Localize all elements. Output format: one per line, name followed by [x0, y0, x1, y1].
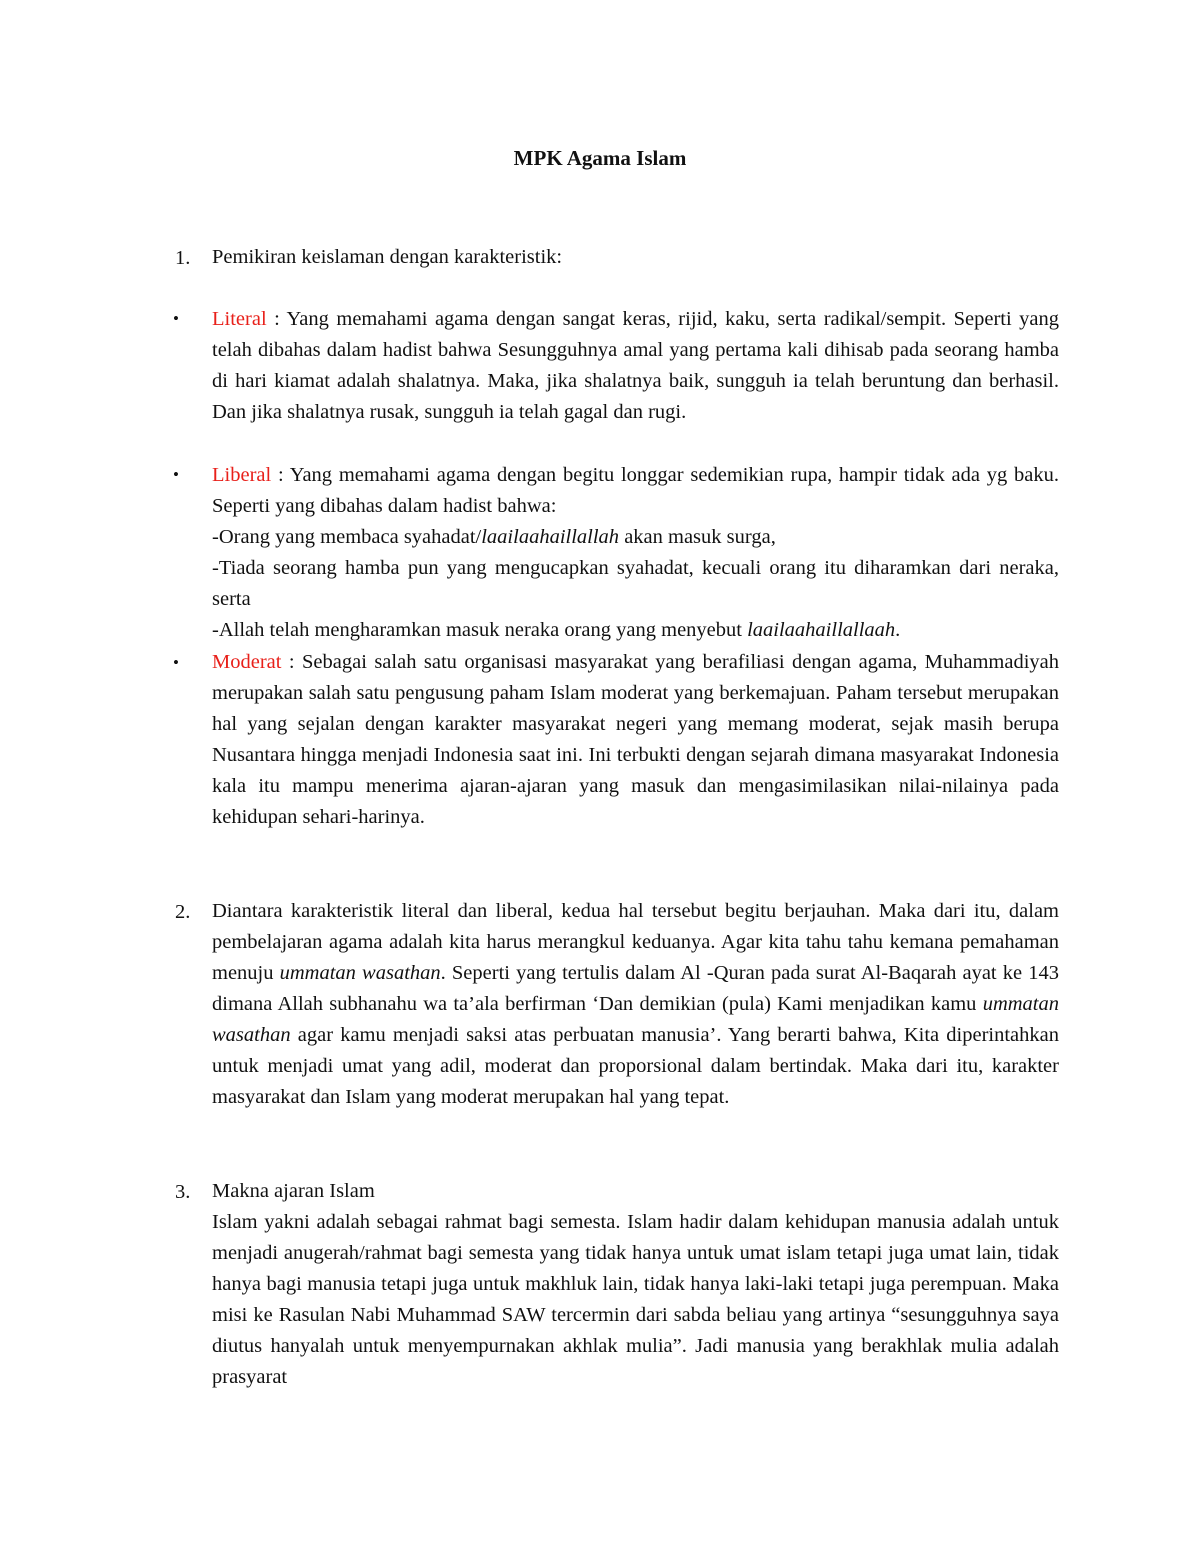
label-liberal: Liberal — [212, 464, 272, 486]
paragraph-liberal — [212, 460, 1059, 646]
label-moderat: Moderat — [212, 651, 282, 673]
paragraph-moderat — [212, 647, 1059, 833]
text-moderat: : Sebagai salah satu organisasi masyarakat yang berafiliasi dengan agama, Muhammadiyah merupakan salah satu pengusung paham Islam moderat yang berkemajuan. Paham tersebut merupakan hal yang sejalan dengan karakter masyarakat negeri yang memang moderat, sejak masih berupa Nusantara hingga menjadi Indonesia saat ini. Ini terbukti dengan sejarah dimana masyarakat Indonesia kala itu mampu menerima ajaran-ajaran yang masuk dan mengasimilasikan nilai-nilainya pada kehidupan sehari-harinya. — [212, 651, 1059, 828]
liberal-hadith-1: -Orang yang membaca syahadat/laailaahaillallah akan masuk surga, — [212, 526, 776, 548]
bullet-literal-icon: • — [173, 309, 179, 328]
bullet-liberal-icon: • — [173, 465, 179, 484]
paragraph-section-2: Diantara karakteristik literal dan liberal, kedua hal tersebut begitu berjauhan. Maka dari itu, dalam pembelajaran agama adalah kita harus merangkul keduanya. Agar kita tahu tahu kemana pemahaman menuju ummatan wasathan. Seperti yang tertulis dalam Al -Quran pada surat Al-Baqarah ayat ke 143 dimana Allah subhanahu wa ta’ala berfirman ‘Dan demikian (pula) Kami menjadikan kamu ummatan wasathan agar kamu menjadi saksi atas perbuatan manusia’. Yang berarti bahwa, Kita diperintahkan untuk menjadi umat yang adil, moderat dan proporsional dalam bertindak. Maka dari itu, karakter masyarakat dan Islam yang moderat merupakan hal yang tepat. — [212, 900, 1059, 1108]
section-1-number: 1. — [175, 247, 191, 269]
section-2-number: 2. — [175, 901, 191, 923]
liberal-hadith-3: -Allah telah mengharamkan masuk neraka orang yang menyebut laailaahaillallaah. — [212, 619, 901, 641]
section-3-number: 3. — [175, 1181, 191, 1203]
term-ummatan-wasathan-1: ummatan wasathan — [279, 962, 441, 984]
section-3-heading: Makna ajaran Islam — [212, 1180, 375, 1202]
text-literal: : Yang memahami agama dengan sangat keras, rijid, kaku, serta radikal/sempit. Seperti yang telah dibahas dalam hadist bahwa Sesungguhnya amal yang pertama kali dihisab pada seorang hamba di hari kiamat adalah shalatnya. Maka, jika shalatnya baik, sungguh ia telah beruntung dan berhasil. Dan jika shalatnya rusak, sungguh ia telah gagal dan rugi. — [212, 308, 1059, 423]
liberal-hadith-2: -Tiada seorang hamba pun yang mengucapkan syahadat, kecuali orang itu diharamkan dari neraka, serta — [212, 557, 1059, 610]
paragraph-literal — [212, 304, 1059, 428]
section-1-heading: Pemikiran keislaman dengan karakteristik: — [212, 246, 563, 268]
term-ummatan-wasathan-2: ummatan wasathan — [212, 993, 1059, 1046]
bullet-moderat-icon: • — [173, 653, 179, 672]
label-literal: Literal — [212, 308, 267, 330]
paragraph-section-3: Islam yakni adalah sebagai rahmat bagi semesta. Islam hadir dalam kehidupan manusia adalah untuk menjadi anugerah/rahmat bagi semesta yang tidak hanya untuk umat islam tetapi juga umat lain, tidak hanya bagi manusia tetapi juga untuk makhluk lain, tidak hanya laki-laki tetapi juga perempuan. Maka misi ke Rasulan Nabi Muhammad SAW tercermin dari sabda beliau yang artinya “sesungguhnya saya diutus hanyalah untuk menyempurnakan akhlak mulia”. Jadi manusia yang berakhlak mulia adalah prasyarat — [212, 1211, 1059, 1388]
text-liberal: : Yang memahami agama dengan begitu longgar sedemikian rupa, hampir tidak ada yg baku. Seperti yang dibahas dalam hadist bahwa: — [212, 464, 1059, 517]
page-title: MPK Agama Islam — [513, 146, 687, 170]
